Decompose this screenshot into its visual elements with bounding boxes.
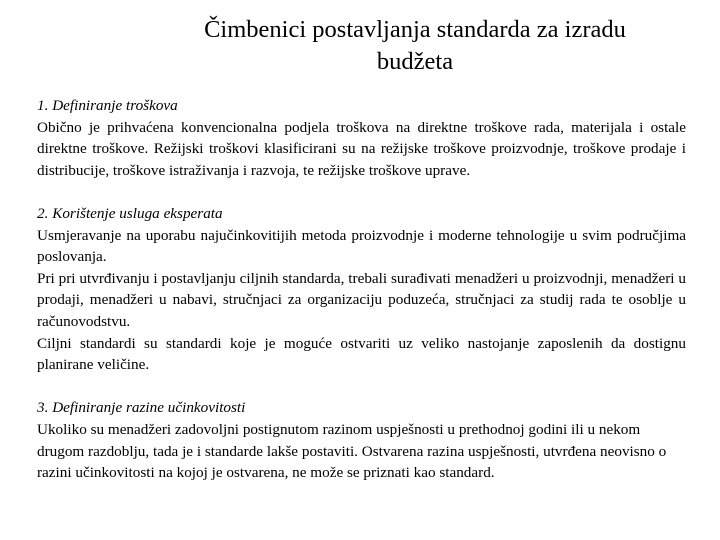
section-expert-services — [37, 203, 686, 376]
section-paragraph: Usmjeravanje na uporabu najučinkovitijih metoda proizvodnje i moderne tehnologije u svim područjima poslovanja. — [37, 226, 686, 266]
section-paragraph: Pri pri utvrđivanju i postavljanju ciljnih standarda, trebali surađivati menadžeri u proizvodnji, menadžeri u prodaji, menadžeri u nabavi, stručnjaci za organizaciju poduzeća, stručnjaci za studij rada te osoblje u računovodstvu. — [37, 269, 686, 330]
section-defining-costs — [37, 95, 686, 181]
section-efficiency-level — [37, 397, 686, 483]
title-line-1: Čimbenici postavljanja standarda za izradu — [204, 16, 626, 43]
slide-title — [120, 14, 710, 78]
section-paragraph: Ciljni standardi su standardi koje je moguće ostvariti uz veliko nastojanje zaposlenih da dostignu planirane veličine. — [37, 334, 686, 374]
slide-body — [37, 95, 686, 484]
section-paragraph: Ukoliko su menadžeri zadovoljni postignutom razinom uspješnosti u prethodnoj godini ili u nekom drugom razdoblju, tada je i standarde lakše postaviti. Ostvarena razina uspješnosti, utvrđena neovisno o razini učinkovitosti na kojoj je ostvarena, ne može se priznati kao standard. — [37, 420, 667, 482]
section-heading: 1. Definiranje troškova — [37, 97, 178, 114]
section-paragraph: Obično je prihvaćena konvencionalna podjela troškova na direktne troškove rada, materijala i ostale direktne troškove. Režijski troškovi klasificirani su na režijske troškove proizvodnje, troškove prodaje i distribucije, troškove istraživanja i razvoja, te režijske troškove uprave. — [37, 118, 686, 179]
section-heading: 2. Korištenje usluga eksperata — [37, 204, 223, 222]
title-line-2: budžeta — [376, 48, 454, 75]
section-heading: 3. Definiranje razine učinkovitosti — [37, 399, 246, 417]
